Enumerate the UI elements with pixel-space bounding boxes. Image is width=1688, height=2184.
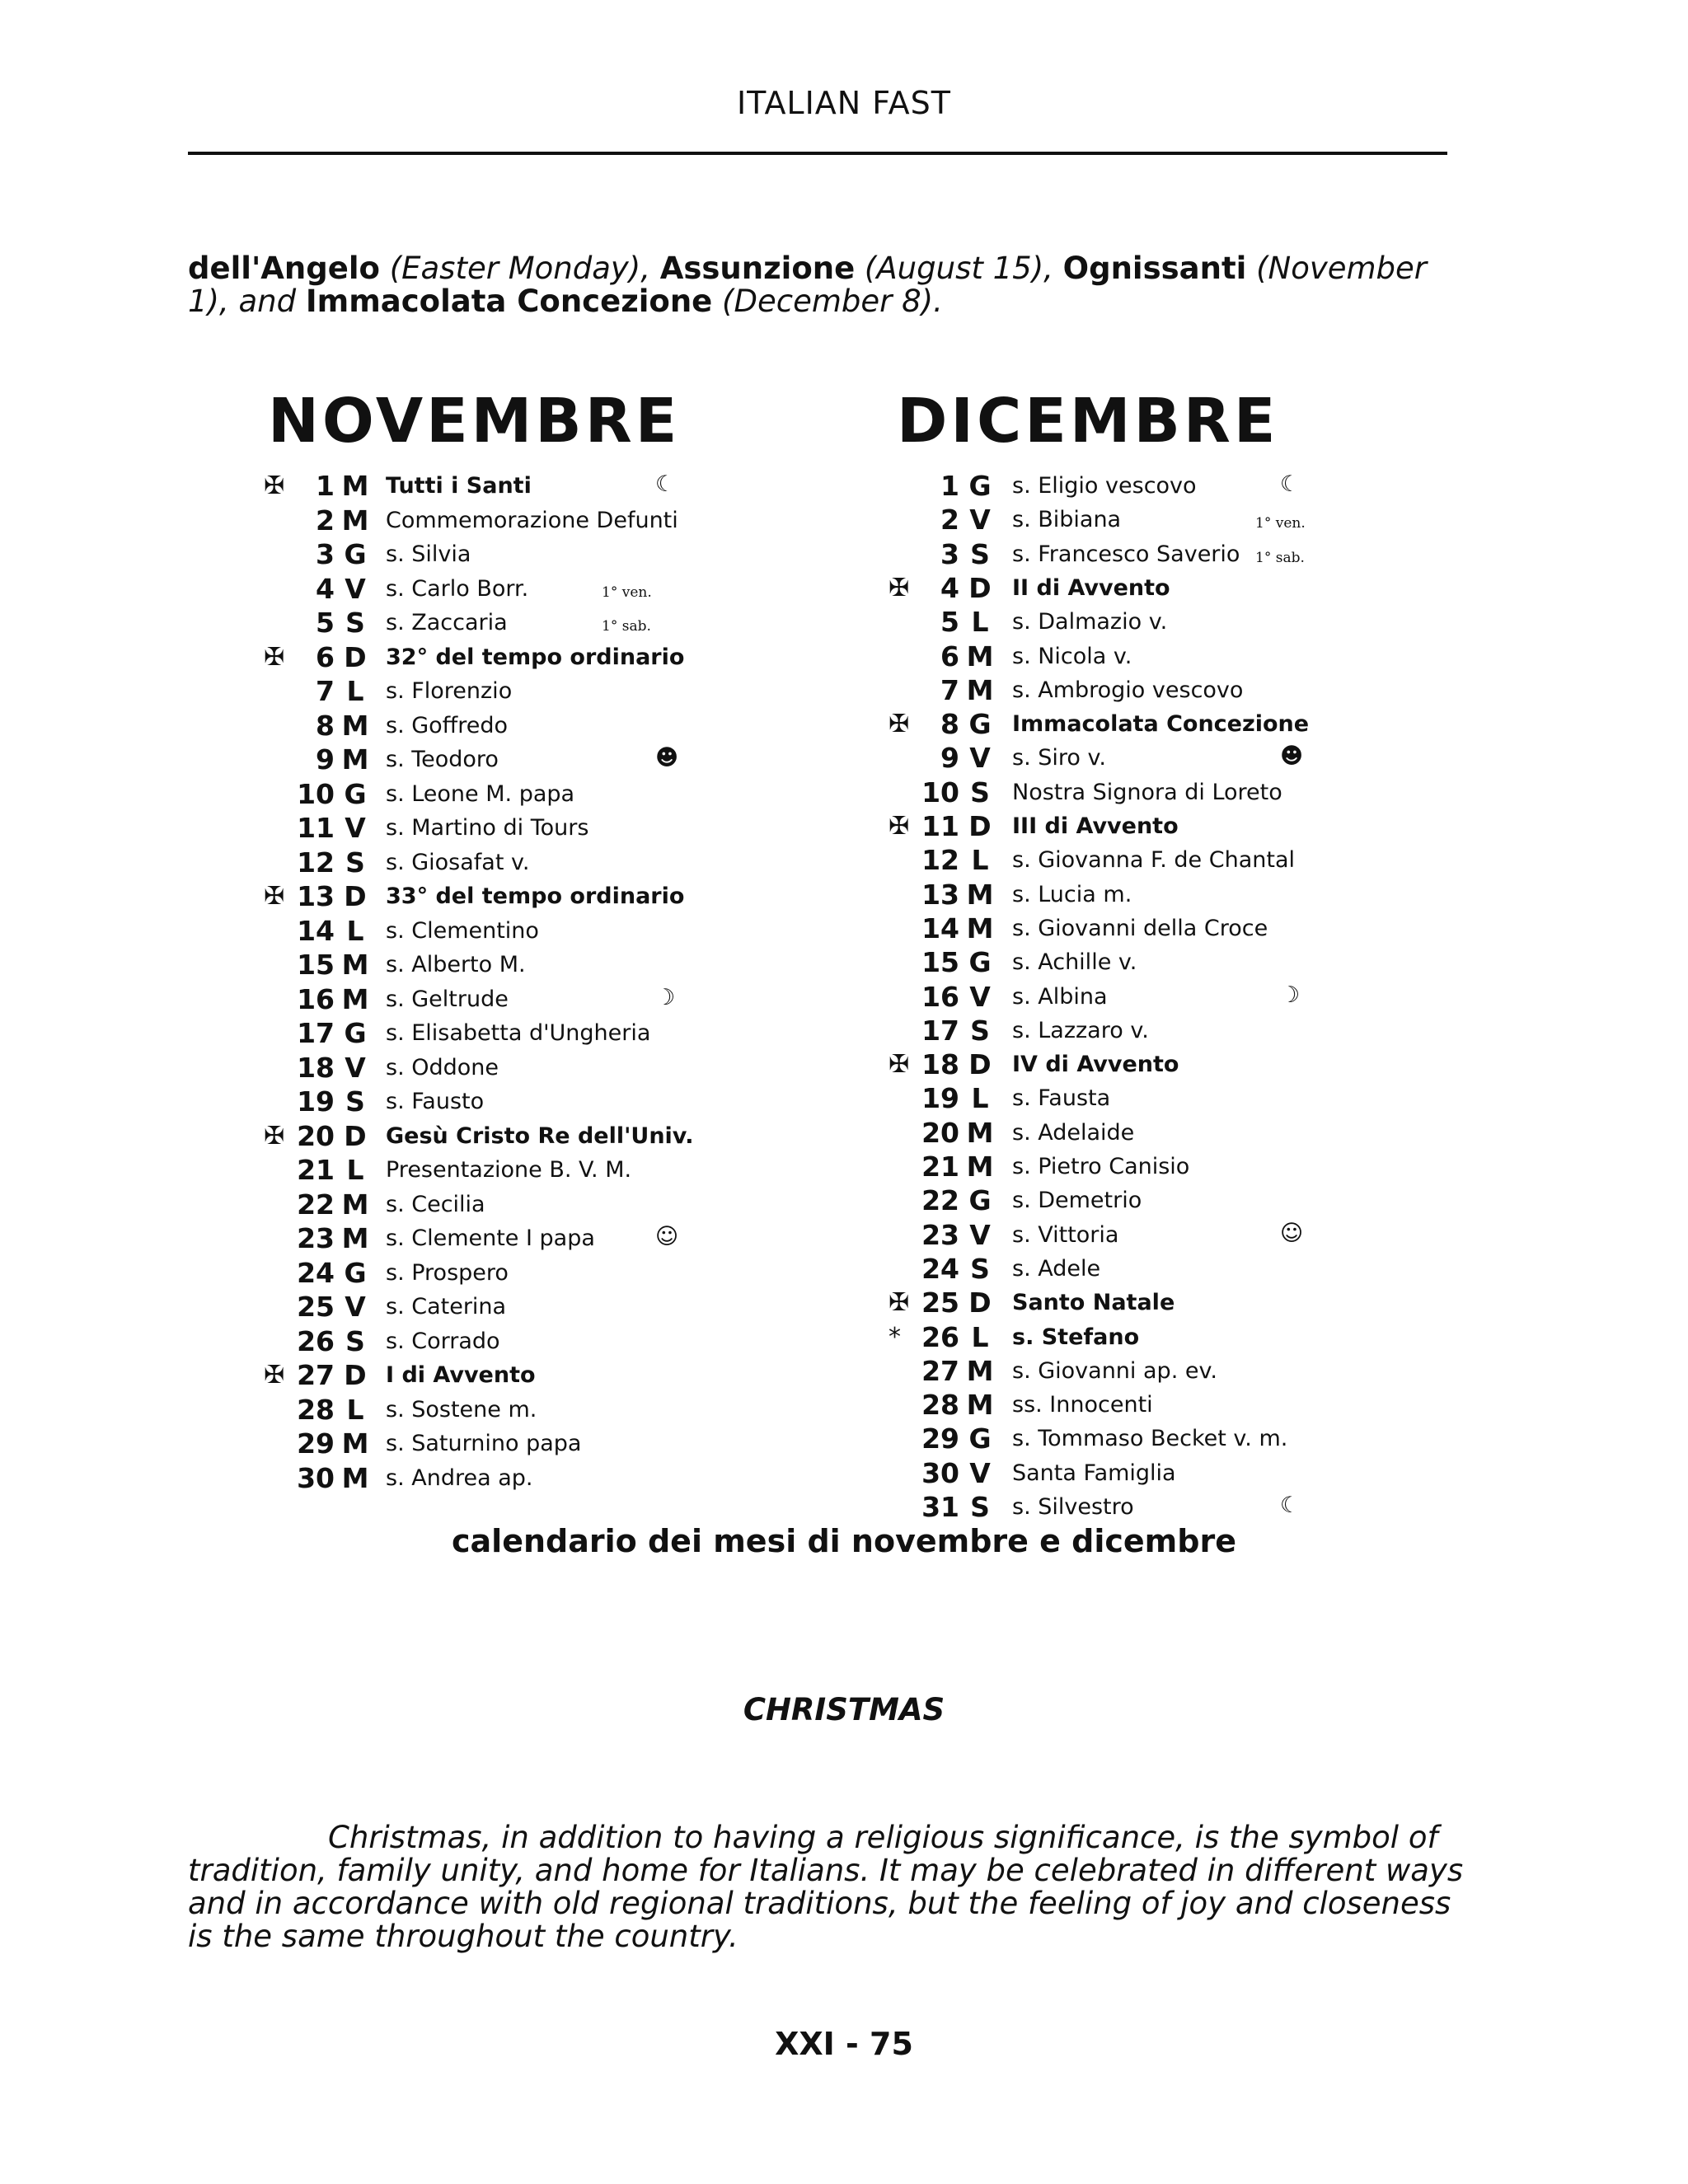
weekday-letter: D xyxy=(344,880,367,912)
weekday-letter: D xyxy=(968,571,992,604)
calendar-day-row xyxy=(889,742,1317,775)
weekday-letter: G xyxy=(344,1017,367,1049)
day-number: 26 xyxy=(921,1320,959,1353)
intro-term: Immacolata Concezione xyxy=(305,284,713,319)
day-number: 8 xyxy=(316,709,335,742)
page-number: XXI - 75 xyxy=(775,2026,913,2062)
weekday-letter: M xyxy=(966,912,994,944)
saint-name: s. Achille v. xyxy=(1012,949,1137,976)
saint-name: s. Giovanni ap. ev. xyxy=(1012,1357,1217,1384)
calendar-day-row xyxy=(889,1184,1317,1217)
moon-phase-icon: ☺ xyxy=(655,1224,679,1249)
calendar-day-row xyxy=(889,1082,1317,1115)
calendar-day-row xyxy=(889,572,1317,605)
maltese-cross-icon: ✠ xyxy=(264,882,285,911)
saint-name: s. Fausto xyxy=(386,1089,485,1114)
intro-gloss: (November 1), xyxy=(188,251,1428,319)
weekday-letter: M xyxy=(966,640,994,673)
weekday-letter: L xyxy=(346,914,364,947)
month-title-novembre: NOVEMBRE xyxy=(268,386,681,457)
calendar-day-row xyxy=(889,1355,1317,1388)
calendar-day-row xyxy=(264,1291,692,1324)
weekday-letter: D xyxy=(968,1286,992,1319)
day-number: 27 xyxy=(297,1359,335,1391)
saint-name: s. Siro v. xyxy=(1012,745,1106,771)
first-day-note: 1° sab. xyxy=(1255,549,1305,566)
weekday-letter: M xyxy=(341,470,369,502)
day-number: 1 xyxy=(940,470,959,502)
calendar-day-row xyxy=(264,983,692,1016)
weekday-letter: D xyxy=(344,1119,367,1152)
weekday-letter: V xyxy=(345,572,366,605)
weekday-letter: G xyxy=(968,470,992,502)
calendar-day-row xyxy=(264,1052,692,1085)
calendar-day-row xyxy=(889,810,1317,843)
day-number: 9 xyxy=(316,743,335,776)
day-number: 23 xyxy=(921,1218,959,1251)
weekday-letter: V xyxy=(345,1291,366,1323)
saint-name: III di Avvento xyxy=(1012,813,1179,839)
saint-name: s. Lucia m. xyxy=(1012,881,1132,907)
day-number: 19 xyxy=(297,1085,335,1118)
calendar-day-row xyxy=(264,641,692,674)
first-day-note: 1° ven. xyxy=(1255,515,1306,532)
saint-name: s. Stefano xyxy=(1012,1324,1140,1350)
day-number: 30 xyxy=(297,1461,335,1494)
header-rule xyxy=(188,152,1447,155)
calendar-day-row xyxy=(264,1394,692,1427)
calendar-day-row xyxy=(889,1253,1317,1286)
moon-phase-icon: ☾ xyxy=(655,471,676,497)
calendar-day-row xyxy=(264,1222,692,1255)
calendar-day-row xyxy=(889,1117,1317,1150)
weekday-letter: G xyxy=(344,777,367,810)
day-number: 31 xyxy=(921,1491,959,1523)
maltese-cross-icon: ✠ xyxy=(889,1050,910,1080)
saint-name: s. Oddone xyxy=(386,1054,499,1080)
maltese-cross-icon: ✠ xyxy=(264,1361,285,1390)
saint-name: Santo Natale xyxy=(1012,1290,1175,1316)
calendar-day-row xyxy=(889,470,1317,503)
calendar-day-row xyxy=(889,1422,1317,1455)
day-number: 14 xyxy=(297,914,335,947)
month-title-dicembre: DICEMBRE xyxy=(897,386,1279,457)
calendar-day-row xyxy=(264,1462,692,1495)
weekday-letter: S xyxy=(345,607,365,639)
day-number: 30 xyxy=(921,1456,959,1489)
weekday-letter: D xyxy=(344,1359,367,1391)
day-number: 10 xyxy=(921,776,959,808)
saint-name: II di Avvento xyxy=(1012,574,1170,601)
calendar-day-row xyxy=(889,708,1317,741)
intro-term: dell'Angelo xyxy=(188,251,380,286)
day-number: 21 xyxy=(921,1151,959,1183)
day-number: 26 xyxy=(297,1324,335,1357)
calendar-day-row xyxy=(889,1048,1317,1081)
calendar-day-row xyxy=(264,1120,692,1153)
calendar-day-row xyxy=(264,1188,692,1221)
day-number: 4 xyxy=(316,572,335,605)
weekday-letter: L xyxy=(346,1393,364,1426)
calendar-day-row xyxy=(889,844,1317,877)
maltese-cross-icon: ✠ xyxy=(264,642,285,672)
day-number: 17 xyxy=(921,1014,959,1047)
saint-name: IV di Avvento xyxy=(1012,1052,1179,1078)
weekday-letter: S xyxy=(345,1085,365,1118)
calendar-day-row xyxy=(264,778,692,811)
asterisk-icon: * xyxy=(889,1322,901,1352)
day-number: 25 xyxy=(921,1286,959,1319)
calendar-day-row xyxy=(264,1017,692,1050)
day-number: 27 xyxy=(921,1354,959,1387)
day-number: 19 xyxy=(921,1082,959,1115)
weekday-letter: S xyxy=(345,846,365,879)
section-title: CHRISTMAS xyxy=(743,1692,945,1727)
weekday-letter: M xyxy=(966,673,994,706)
day-number: 15 xyxy=(921,946,959,979)
day-number: 11 xyxy=(297,812,335,844)
maltese-cross-icon: ✠ xyxy=(889,812,910,841)
calendar-day-row xyxy=(889,538,1317,571)
weekday-letter: M xyxy=(341,1427,369,1460)
saint-name: s. Clementino xyxy=(386,917,539,944)
calendar-day-row xyxy=(889,1151,1317,1183)
calendar-day-row xyxy=(264,1427,692,1460)
maltese-cross-icon: ✠ xyxy=(889,573,910,602)
saint-name: s. Giovanni della Croce xyxy=(1012,915,1268,941)
day-number: 3 xyxy=(940,537,959,570)
weekday-letter: M xyxy=(966,1389,994,1422)
saint-name: s. Clemente I papa xyxy=(386,1226,595,1251)
calendar-day-row xyxy=(889,1389,1317,1422)
intro-gloss: (Easter Monday), xyxy=(379,251,660,286)
body-paragraph: Christmas, in addition to having a religious significance, is the symbol of tradition, family unity, and home for Italians. It may be celebrated in different ways and in accordance with old regional traditions, but the feeling of joy and closeness is the same throughout the country. xyxy=(188,1820,1464,1954)
day-number: 11 xyxy=(921,810,959,842)
day-number: 23 xyxy=(297,1222,335,1254)
saint-name: s. Teodoro xyxy=(386,747,499,772)
calendar-day-row xyxy=(264,470,692,503)
day-number: 6 xyxy=(316,640,335,673)
weekday-letter: M xyxy=(341,982,369,1015)
saint-name: s. Dalmazio v. xyxy=(1012,609,1168,635)
weekday-letter: M xyxy=(966,1354,994,1387)
saint-name: Immacolata Concezione xyxy=(1012,711,1310,738)
saint-name: s. Corrado xyxy=(386,1328,500,1354)
maltese-cross-icon: ✠ xyxy=(264,1121,285,1151)
calendar-day-row xyxy=(889,1219,1317,1252)
calendar-day-row xyxy=(264,573,692,606)
saint-name: s. Eligio vescovo xyxy=(1012,473,1197,499)
calendar-day-row xyxy=(889,912,1317,945)
maltese-cross-icon: ✠ xyxy=(889,710,910,739)
saint-name: s. Zaccaria xyxy=(386,610,508,635)
saint-name: 33° del tempo ordinario xyxy=(386,883,685,909)
weekday-letter: S xyxy=(970,1491,990,1523)
saint-name: s. Sostene m. xyxy=(386,1396,537,1422)
day-number: 22 xyxy=(297,1188,335,1221)
saint-name: s. Bibiana xyxy=(1012,507,1122,533)
day-number: 24 xyxy=(921,1252,959,1285)
day-number: 8 xyxy=(940,708,959,741)
weekday-letter: V xyxy=(969,1218,991,1251)
saint-name: s. Vittoria xyxy=(1012,1221,1119,1248)
day-number: 28 xyxy=(297,1393,335,1426)
weekday-letter: G xyxy=(968,708,992,741)
weekday-letter: L xyxy=(971,606,989,639)
weekday-letter: V xyxy=(345,812,366,844)
calendar-day-row xyxy=(264,504,692,537)
calendar-day-row xyxy=(264,538,692,571)
saint-name: s. Florenzio xyxy=(386,678,513,704)
calendar-day-row xyxy=(889,1491,1317,1524)
calendar-day-row xyxy=(264,1085,692,1118)
maltese-cross-icon: ✠ xyxy=(264,471,285,500)
weekday-letter: M xyxy=(966,1151,994,1183)
intro-gloss: (December 8). xyxy=(712,284,943,319)
day-number: 24 xyxy=(297,1256,335,1289)
day-number: 7 xyxy=(940,673,959,706)
day-number: 29 xyxy=(921,1422,959,1455)
saint-name: s. Nicola v. xyxy=(1012,643,1132,669)
saint-name: 32° del tempo ordinario xyxy=(386,644,685,670)
day-number: 22 xyxy=(921,1184,959,1217)
day-number: 5 xyxy=(940,606,959,639)
calendar-day-row xyxy=(889,1015,1317,1047)
saint-name: s. Carlo Borr. xyxy=(386,575,529,602)
day-number: 1 xyxy=(316,470,335,502)
intro-gloss: and xyxy=(238,284,306,319)
day-number: 2 xyxy=(316,504,335,537)
intro-term: Ognissanti xyxy=(1062,251,1247,286)
running-header: ITALIAN FAST xyxy=(736,85,952,121)
weekday-letter: L xyxy=(971,844,989,877)
calendar-day-row xyxy=(264,949,692,982)
day-number: 4 xyxy=(940,571,959,604)
calendar-day-row xyxy=(889,879,1317,912)
saint-name: s. Adele xyxy=(1012,1255,1101,1282)
first-day-note: 1° sab. xyxy=(602,618,651,635)
weekday-letter: S xyxy=(970,537,990,570)
saint-name: s. Ambrogio vescovo xyxy=(1012,677,1244,703)
saint-name: I di Avvento xyxy=(386,1362,536,1388)
weekday-letter: G xyxy=(968,1184,992,1217)
saint-name: s. Caterina xyxy=(386,1294,507,1319)
day-number: 10 xyxy=(297,777,335,810)
calendar-day-row xyxy=(889,946,1317,979)
day-number: 20 xyxy=(297,1119,335,1152)
day-number: 17 xyxy=(297,1017,335,1049)
weekday-letter: G xyxy=(344,1256,367,1289)
moon-phase-icon: ☽ xyxy=(1280,982,1301,1008)
calendar-day-row xyxy=(889,606,1317,639)
weekday-letter: V xyxy=(969,980,991,1013)
saint-name: s. Albina xyxy=(1012,983,1108,1010)
day-number: 25 xyxy=(297,1291,335,1323)
calendar-day-row xyxy=(889,1457,1317,1490)
calendar-day-row xyxy=(264,1154,692,1187)
weekday-letter: M xyxy=(341,1188,369,1221)
calendar-day-row xyxy=(264,1325,692,1358)
weekday-letter: S xyxy=(970,776,990,808)
day-number: 5 xyxy=(316,607,335,639)
moon-phase-icon: ☽ xyxy=(655,984,676,1010)
day-number: 9 xyxy=(940,742,959,775)
weekday-letter: M xyxy=(966,878,994,911)
day-number: 16 xyxy=(297,982,335,1015)
saint-name: s. Silvia xyxy=(386,541,471,567)
day-number: 2 xyxy=(940,504,959,537)
weekday-letter: L xyxy=(971,1082,989,1115)
weekday-letter: D xyxy=(968,1048,992,1081)
calendar-day-row xyxy=(889,776,1317,809)
weekday-letter: L xyxy=(346,1154,364,1186)
weekday-letter: S xyxy=(970,1014,990,1047)
day-number: 3 xyxy=(316,538,335,570)
day-number: 18 xyxy=(297,1051,335,1084)
weekday-letter: V xyxy=(969,742,991,775)
calendar-day-row xyxy=(264,846,692,879)
weekday-letter: G xyxy=(968,946,992,979)
calendar-day-row xyxy=(264,1257,692,1290)
weekday-letter: S xyxy=(970,1252,990,1285)
first-day-note: 1° ven. xyxy=(602,583,652,601)
day-number: 13 xyxy=(921,878,959,911)
weekday-letter: G xyxy=(968,1422,992,1455)
day-number: 21 xyxy=(297,1154,335,1186)
weekday-letter: S xyxy=(345,1324,365,1357)
moon-phase-icon: ☺ xyxy=(1280,1220,1304,1246)
day-number: 12 xyxy=(921,844,959,877)
weekday-letter: M xyxy=(341,504,369,537)
saint-name: s. Cecilia xyxy=(386,1191,485,1217)
calendar-day-row xyxy=(264,880,692,913)
calendar-day-row xyxy=(889,504,1317,537)
saint-name: s. Lazzaro v. xyxy=(1012,1017,1149,1043)
calendar-day-row xyxy=(264,915,692,948)
saint-name: s. Andrea ap. xyxy=(386,1465,533,1491)
intro-term: Assunzione xyxy=(659,251,856,286)
moon-phase-icon: ☻ xyxy=(1280,743,1304,770)
calendar-day-row xyxy=(889,1321,1317,1354)
calendar-day-row xyxy=(889,640,1317,673)
day-number: 15 xyxy=(297,949,335,981)
saint-name: s. Demetrio xyxy=(1012,1188,1142,1214)
weekday-letter: V xyxy=(969,1456,991,1489)
moon-phase-icon: ☻ xyxy=(655,745,679,771)
saint-name: s. Geltrude xyxy=(386,986,509,1012)
weekday-letter: D xyxy=(344,640,367,673)
weekday-letter: V xyxy=(345,1051,366,1084)
saint-name: Commemorazione Defunti xyxy=(386,507,678,533)
calendar-day-row xyxy=(264,710,692,743)
weekday-letter: M xyxy=(966,1116,994,1149)
saint-name: s. Prospero xyxy=(386,1259,509,1286)
calendar-day-row xyxy=(264,607,692,640)
saint-name: s. Leone M. papa xyxy=(386,780,575,807)
calendar-day-row xyxy=(264,743,692,776)
day-number: 6 xyxy=(940,640,959,673)
saint-name: ss. Innocenti xyxy=(1012,1392,1153,1418)
saint-name: s. Alberto M. xyxy=(386,952,526,977)
calendar-day-row xyxy=(264,1359,692,1392)
saint-name: s. Saturnino papa xyxy=(386,1431,582,1456)
day-number: 18 xyxy=(921,1048,959,1081)
calendar-caption: calendario dei mesi di novembre e dicembre xyxy=(452,1523,1236,1559)
intro-gloss: (August 15), xyxy=(855,251,1063,286)
day-number: 29 xyxy=(297,1427,335,1460)
moon-phase-icon: ☾ xyxy=(1280,1493,1301,1518)
saint-name: s. Pietro Canisio xyxy=(1012,1154,1190,1179)
weekday-letter: L xyxy=(971,1320,989,1353)
day-number: 13 xyxy=(297,880,335,912)
calendar-day-row xyxy=(264,675,692,708)
intro-paragraph xyxy=(188,252,1474,318)
weekday-letter: D xyxy=(968,810,992,842)
weekday-letter: M xyxy=(341,949,369,981)
saint-name: s. Tommaso Becket v. m. xyxy=(1012,1426,1288,1452)
saint-name: s. Giosafat v. xyxy=(386,849,530,875)
saint-name: Nostra Signora di Loreto xyxy=(1012,779,1282,805)
day-number: 12 xyxy=(297,846,335,879)
day-number: 28 xyxy=(921,1389,959,1422)
calendar-day-row xyxy=(889,674,1317,707)
calendar-day-row xyxy=(264,812,692,845)
saint-name: s. Silvestro xyxy=(1012,1494,1134,1520)
day-number: 20 xyxy=(921,1116,959,1149)
calendar-day-row xyxy=(889,1286,1317,1319)
weekday-letter: M xyxy=(341,1222,369,1254)
day-number: 16 xyxy=(921,980,959,1013)
calendar-day-row xyxy=(889,981,1317,1014)
saint-name: s. Martino di Tours xyxy=(386,815,589,841)
moon-phase-icon: ☾ xyxy=(1280,471,1301,497)
saint-name: Gesù Cristo Re dell'Univ. xyxy=(386,1122,694,1149)
saint-name: s. Goffredo xyxy=(386,712,509,738)
saint-name: Santa Famiglia xyxy=(1012,1460,1176,1486)
day-number: 14 xyxy=(921,912,959,944)
saint-name: s. Adelaide xyxy=(1012,1119,1135,1146)
weekday-letter: V xyxy=(969,504,991,537)
weekday-letter: M xyxy=(341,743,369,776)
saint-name: Tutti i Santi xyxy=(386,473,532,499)
weekday-letter: M xyxy=(341,1461,369,1494)
saint-name: s. Elisabetta d'Ungheria xyxy=(386,1020,651,1046)
day-number: 7 xyxy=(316,675,335,707)
maltese-cross-icon: ✠ xyxy=(889,1288,910,1318)
saint-name: Presentazione B. V. M. xyxy=(386,1157,632,1183)
weekday-letter: M xyxy=(341,709,369,742)
saint-name: s. Francesco Saverio xyxy=(1012,541,1240,567)
saint-name: s. Giovanna F. de Chantal xyxy=(1012,847,1295,874)
saint-name: s. Fausta xyxy=(1012,1085,1111,1112)
weekday-letter: L xyxy=(346,675,364,707)
weekday-letter: G xyxy=(344,538,367,570)
